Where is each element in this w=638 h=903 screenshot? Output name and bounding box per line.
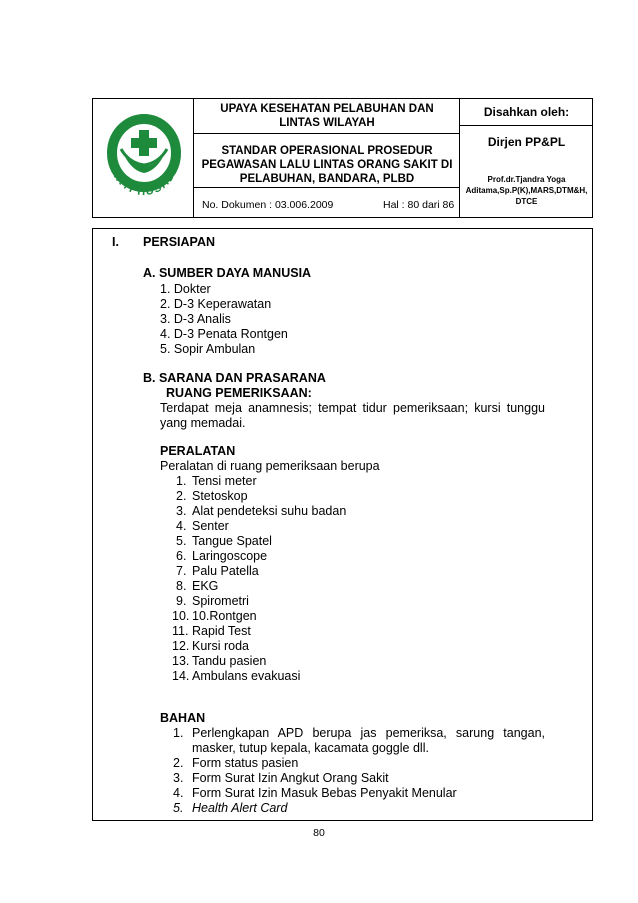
list-item: Palu Patella [192,564,259,578]
list-item: Laringoscope [192,549,268,563]
list-number: 14. [172,669,190,683]
list-number: 8. [176,579,187,593]
list-item: 4. D-3 Penata Rontgen [160,327,288,341]
document-header-table [92,98,593,218]
list-item: Stetoskop [192,489,248,503]
list-item: Ambulans evakuasi [192,669,301,683]
list-number: 6. [176,549,187,563]
list-number: 3. [176,504,187,518]
document-number: No. Dokumen : 03.006.2009 [202,199,334,211]
list-item: 5. Sopir Ambulan [160,342,256,356]
ruang-description: Terdapat meja anamnesis; tempat tidur pemeriksaan; kursi tunggu yang memadai. [160,401,545,430]
list-number: 1. [173,726,184,740]
list-item: Form status pasien [192,756,299,770]
list-item: Tandu pasien [192,654,267,668]
list-item: Health Alert Card [192,801,288,815]
list-number: 2. [173,756,184,770]
list-item: Rapid Test [192,624,251,638]
list-item: 1. Dokter [160,282,211,296]
list-number: 10. [172,609,190,623]
list-number: 1. [176,474,187,488]
list-item: Form Surat Izin Angkut Orang Sakit [192,771,389,785]
divider [193,133,459,134]
divider [193,187,459,188]
subsection-b-title: B. SARANA DAN PRASARANA [143,371,326,385]
list-item: 10.Rontgen [192,609,257,623]
list-item: Senter [192,519,229,533]
logo-lettering: BAKTI HUSADA [106,159,182,199]
list-item: 3. D-3 Analis [160,312,231,326]
list-number: 4. [176,519,187,533]
divider [193,99,194,217]
list-item: 2. D-3 Keperawatan [160,297,272,311]
list-number: 3. [173,771,184,785]
approved-by-label: Disahkan oleh: [483,105,570,119]
approver-name: Prof.dr.Tjandra Yoga Aditama,Sp.P(K),MARS,DTM&H, DTCE [465,175,588,206]
list-number: 12. [172,639,190,653]
list-number: 5. [176,534,187,548]
page-number: 80 [313,827,325,839]
approver-title: Dirjen PP&PL [487,135,566,149]
bakti-husada-logo [99,105,189,209]
page-of-total: Hal : 80 dari 86 [383,199,455,211]
list-item: Tangue Spatel [192,534,272,548]
list-number: 7. [176,564,187,578]
divider [459,99,460,217]
list-item: EKG [192,579,219,593]
section-title: PERSIAPAN [143,235,216,249]
list-number: 5. [173,801,184,815]
list-item: Form Surat Izin Masuk Bebas Penyakit Menular [192,786,457,800]
ruang-title: RUANG PEMERIKSAAN: [166,386,312,400]
peralatan-title: PERALATAN [160,444,236,458]
peralatan-intro: Peralatan di ruang pemeriksaan berupa [160,459,380,473]
section-number: I. [112,235,119,249]
list-item: Spirometri [192,594,249,608]
list-number: 13. [172,654,190,668]
list-item: Kursi roda [192,639,249,653]
header-title-agency: UPAYA KESEHATAN PELABUHAN DAN LINTAS WILAYAH [220,103,434,129]
list-number: 9. [176,594,187,608]
list-number: 2. [176,489,187,503]
list-item: Tensi meter [192,474,257,488]
list-number: 11. [172,624,189,638]
list-number: 4. [173,786,184,800]
header-title-sop: STANDAR OPERASIONAL PROSEDUR PEGAWASAN LALU LINTAS ORANG SAKIT DI PELABUHAN, BANDARA, PLBD [201,145,453,185]
list-item: Alat pendeteksi suhu badan [192,504,347,518]
list-item: Perlengkapan APD berupa jas pemeriksa, sarung tangan, masker, tutup kepala, kacamata goggle dll. [192,726,545,755]
divider [459,125,592,126]
subsection-a-title: A. SUMBER DAYA MANUSIA [143,266,312,280]
bahan-title: BAHAN [160,711,206,725]
